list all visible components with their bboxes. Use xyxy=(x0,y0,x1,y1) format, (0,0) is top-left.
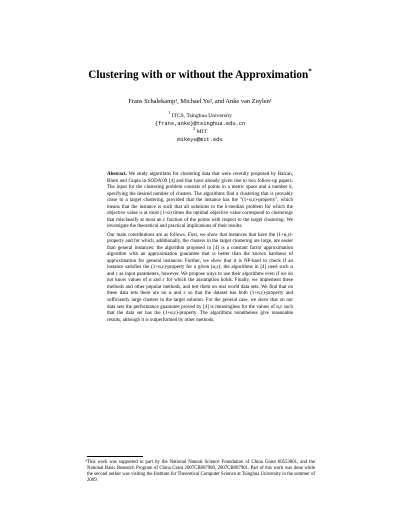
abstract-heading: Abstract. xyxy=(107,172,127,177)
abstract xyxy=(107,172,293,324)
abstract-paragraph-2: Our main contributions are as follows. First, we show that instances that have the (1+α,ε)-property and for which, additionally, the clusters in the target clustering are large, are easier than general instances: the algorithm proposed in [4] is a constant factor approximation algorithm with an approximation guarantee that is better than the known hardness of approximation for general instances. Further, we show that it is NP-hard to check if an instance satisfies the (1+α,ε)-property for a given (α,ε); the algorithms in [4] need such α and ε as input parameters, however. We propose ways to use their algorithms even if we do not know values of α and ε for which the assumption holds. Finally, we implement these methods and other popular methods, and test them on real world data sets. We find that on these data sets there are no α and ε so that the dataset has both (1+α,ε)-property and sufficiently large clusters in the target solution. For the general case, we show that on our data sets the performance guarantee proved by [4] is meaningless for the values of α,ε such that the data set has the (1+α,ε)-property. The algorithms nonetheless give reasonable results, although it is outperformed by other methods. xyxy=(107,232,293,323)
paper-title xyxy=(40,68,360,82)
abstract-paragraph-1-text: We study algorithms for clustering data that were recently proposed by Balcan, Blum and Gupta in SODA'09 [4] and that have already given rise to two follow-up papers. The input for the clustering problem consists of points in a metric space and a number k, specifying the desired number of clusters. The algorithms find a clustering that is provably close to a target clustering, provided that the instance has the "(1+α,ε)-property", which means that the instance is such that all solutions to the k-median problem for which the objective value is at most (1+α) times the optimal objective value correspond to clusterings that misclassify at most an ε fraction of the points with respect to the target clustering. We investigate the theoretical and practical implications of their results. xyxy=(107,172,293,230)
author-list: Frans Schalekamp¹, Michael Yu², and Anke van Zuylen¹ xyxy=(128,98,272,105)
affiliation-2-mark: 2 xyxy=(193,126,196,132)
footnote-rule xyxy=(87,456,143,457)
footnote-text: This work was supported in part by the National Natural Science Foundation of China Grant 60553001, and the National Basic Research Program of China Grant 2007CB807900, 2007CB807901. Part of this work was done while the second author was visiting the Institute for Theoretical Computer Science at Tsinghua University in the summer of 2009. xyxy=(87,460,315,483)
affiliation-1-mark: 1 xyxy=(168,110,171,116)
title-footnote-mark: * xyxy=(308,67,312,76)
footnote xyxy=(87,460,315,484)
footnote-mark: * xyxy=(85,459,87,464)
affiliation-1 xyxy=(40,110,360,120)
abstract-paragraph-1 xyxy=(107,172,293,231)
affiliation-2 xyxy=(40,126,360,136)
affiliation-2-name: MIT xyxy=(196,129,207,135)
title-text: Clustering with or without the Approximation xyxy=(88,69,309,81)
affiliation-1-name: ITCS, Tsinghua University xyxy=(171,113,232,119)
affiliation-1-email: {frans,anke}@tsinghua.edu.cn xyxy=(154,121,246,127)
affiliation-2-email: mikeyu@mit.edu xyxy=(177,137,223,143)
